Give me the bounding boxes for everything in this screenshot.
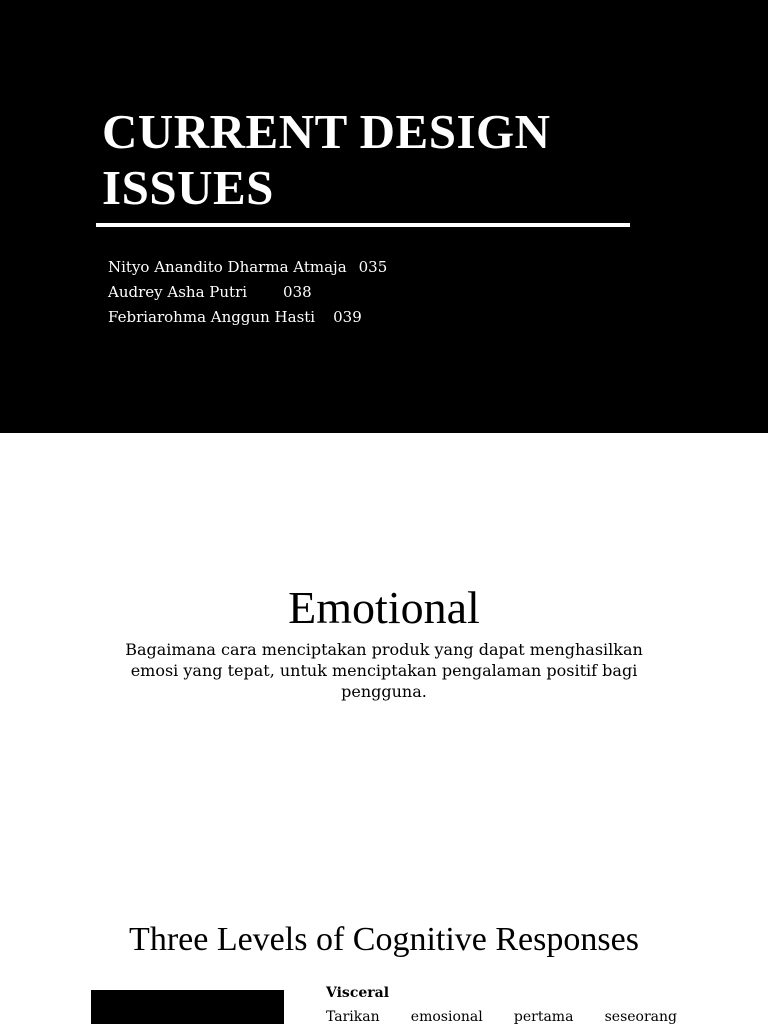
author-row [108, 280, 387, 305]
levels-slide [0, 895, 768, 1024]
title-divider [96, 223, 630, 227]
emotional-slide [0, 433, 768, 843]
author-number: 039 [333, 308, 362, 326]
emotional-description: Bagaimana cara menciptakan produk yang dapat menghasilkan emosi yang tepat, untuk menciptakan pengalaman positif bagi pengguna. [125, 640, 643, 701]
emotional-heading: Emotional [288, 582, 480, 633]
author-row [108, 305, 387, 330]
visceral-description: Tarikan emosional pertama seseorang [326, 1009, 677, 1024]
levels-heading: Three Levels of Cognitive Responses [129, 921, 639, 958]
title-slide [0, 0, 768, 433]
visceral-title: Visceral [326, 985, 390, 1001]
author-list [108, 255, 387, 330]
author-name: Audrey Asha Putri [108, 283, 248, 301]
author-name: Nityo Anandito Dharma Atmaja [108, 258, 347, 276]
presentation-title: CURRENT DESIGN ISSUES [102, 104, 551, 215]
visceral-image [91, 990, 284, 1024]
author-row [108, 255, 387, 280]
author-number: 035 [358, 258, 388, 276]
author-number: 038 [283, 283, 312, 301]
author-name: Febriarohma Anggun Hasti [108, 308, 316, 326]
